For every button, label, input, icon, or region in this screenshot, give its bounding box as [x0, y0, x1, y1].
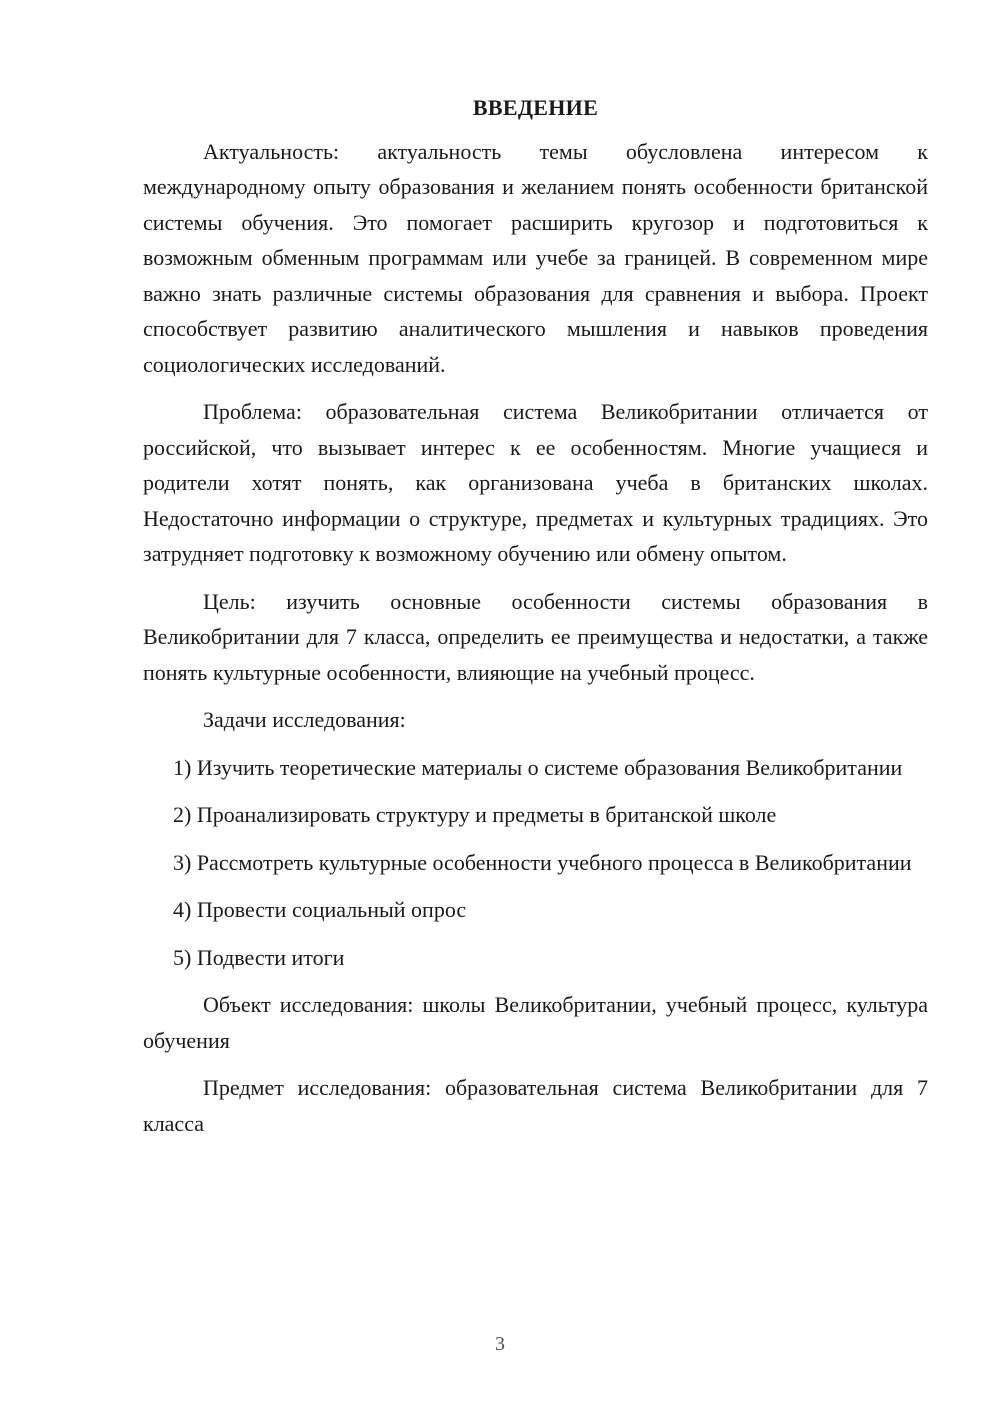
tasks-title: Задачи исследования:: [203, 707, 406, 732]
object-paragraph: Объект исследования: школы Великобритании, учебный процесс, культура обучения: [143, 992, 928, 1053]
goal-paragraph: Цель: изучить основные особенности системы образования в Великобритании для 7 класса, определить ее преимущества и недостатки, а также понять культурные особенности, влияющие на учебный процесс.: [143, 588, 928, 685]
page-content: [143, 90, 928, 1153]
problem-paragraph: Проблема: образовательная система Великобритании отличается от российской, что вызывает интерес к ее особенностям. Многие учащиеся и родители хотят понять, как организована учеба в британских школах. Недостаточно информации о структуре, предметах и культурных традициях. Это затрудняет подготовку к возможному обучению или обмену опытом.: [143, 399, 928, 566]
section-heading: ВВЕДЕНИЕ: [472, 95, 599, 120]
subject-paragraph: Предмет исследования: образовательная система Великобритании для 7 класса: [143, 1075, 928, 1136]
page-number: 3: [495, 1333, 505, 1355]
task-item-3: 3) Рассмотреть культурные особенности учебного процесса в Великобритании: [173, 849, 912, 875]
task-item-2: 2) Проанализировать структуру и предметы в британской школе: [173, 802, 777, 827]
task-item-5: 5) Подвести итоги: [173, 944, 345, 970]
relevance-paragraph: Актуальность: актуальность темы обусловлена интересом к международному опыту образования и желанием понять особенности британской системы обучения. Это помогает расширить кругозор и подготовиться к возможным обменным программам или учебе за границей. В современном мире важно знать различные системы образования для сравнения и выбора. Проект способствует развитию аналитического мышления и навыков проведения социологических исследований.: [143, 138, 928, 377]
task-item-1: 1) Изучить теоретические материалы о системе образования Великобритании: [173, 754, 903, 780]
task-item-4: 4) Провести социальный опрос: [173, 897, 467, 922]
